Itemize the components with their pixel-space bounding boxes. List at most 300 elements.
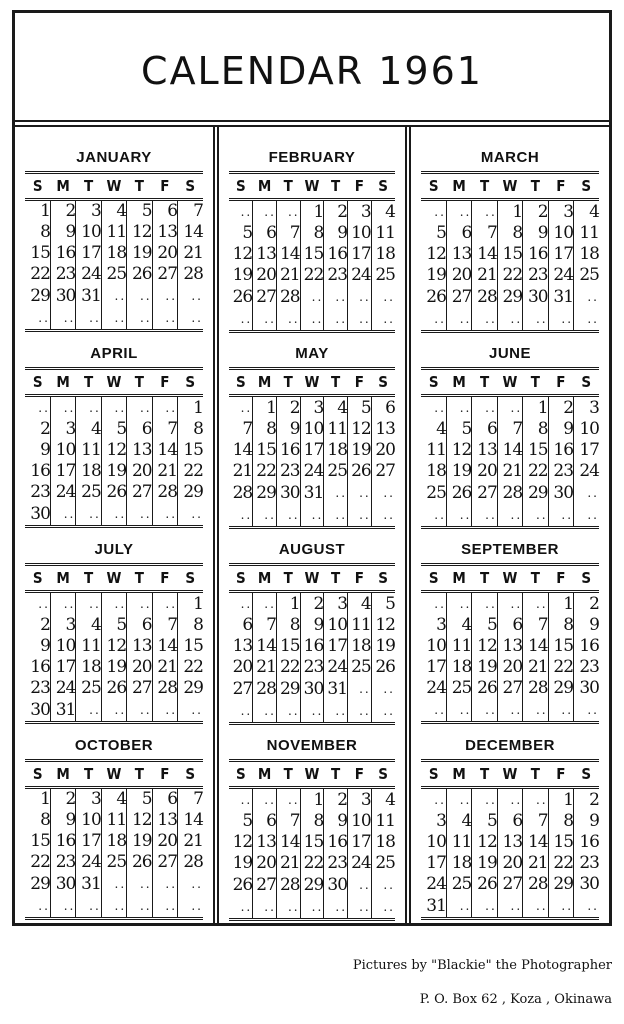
day-cell: 30 xyxy=(276,482,300,504)
empty-day-cell: .. xyxy=(101,592,126,616)
day-cell: 10 xyxy=(348,811,372,832)
weekday-header: T xyxy=(127,761,152,788)
empty-day-cell: .. xyxy=(434,401,446,415)
empty-day-cell: .. xyxy=(127,592,152,616)
weekday-header: W xyxy=(497,173,522,200)
empty-day-cell: .. xyxy=(76,307,101,331)
weekday-header: S xyxy=(178,173,203,200)
empty-day-cell: .. xyxy=(324,700,348,724)
empty-day-cell: .. xyxy=(76,699,101,723)
day-cell: 13 xyxy=(253,244,277,265)
day-cell: 25 xyxy=(101,852,126,873)
day-cell: 12 xyxy=(348,419,372,440)
empty-day-cell: .. xyxy=(178,285,203,307)
weekday-header: T xyxy=(324,565,348,592)
day-cell: 11 xyxy=(324,419,348,440)
day-cell: 5 xyxy=(242,811,253,831)
empty-day-cell: .. xyxy=(548,699,573,723)
footer-address: P. O. Box 62 , Koza , Okinawa xyxy=(419,992,612,1007)
day-cell: 6 xyxy=(497,811,522,832)
empty-day-cell: .. xyxy=(574,308,599,332)
weekday-header: T xyxy=(523,369,548,396)
empty-day-cell: .. xyxy=(421,504,446,528)
day-cell: 21 xyxy=(276,265,300,286)
day-cell: 19 xyxy=(127,831,152,852)
day-cell: 21 xyxy=(152,461,177,482)
day-cell: 23 xyxy=(548,461,573,482)
day-cell: 23 xyxy=(523,265,548,286)
day-cell: 3 xyxy=(300,396,324,420)
day-cell: 30 xyxy=(300,678,324,700)
day-cell: 1 xyxy=(253,396,277,420)
month-september xyxy=(417,529,603,725)
day-cell: 15 xyxy=(253,440,277,461)
weekday-header: S xyxy=(178,761,203,788)
empty-day-cell: .. xyxy=(300,504,324,528)
weekday-header: S xyxy=(574,173,599,200)
empty-day-cell: .. xyxy=(574,895,599,919)
day-cell: 21 xyxy=(232,461,253,481)
empty-day-cell: .. xyxy=(523,504,548,528)
empty-day-cell: .. xyxy=(178,873,203,895)
empty-day-cell: .. xyxy=(497,895,522,919)
month-name: MARCH xyxy=(480,149,540,166)
day-cell: 18 xyxy=(371,244,395,265)
day-cell: 24 xyxy=(76,852,101,873)
day-cell: 5 xyxy=(472,615,497,636)
weekday-header: S xyxy=(178,369,203,396)
month-column-1 xyxy=(15,127,213,923)
day-cell: 30 xyxy=(523,286,548,308)
day-cell: 9 xyxy=(50,222,75,243)
day-cell: 27 xyxy=(253,874,277,896)
empty-day-cell: .. xyxy=(152,699,177,723)
weekday-header: T xyxy=(127,369,152,396)
weekday-header: T xyxy=(472,369,497,396)
day-cell: 15 xyxy=(178,440,203,461)
day-cell: 14 xyxy=(152,636,177,657)
empty-day-cell: .. xyxy=(101,396,126,420)
day-cell: 25 xyxy=(101,264,126,285)
day-cell: 29 xyxy=(276,678,300,700)
day-cell: 30 xyxy=(25,503,50,527)
day-cell: 5 xyxy=(472,811,497,832)
day-cell: 6 xyxy=(446,223,471,244)
day-cell: 23 xyxy=(276,461,300,482)
day-cell: 15 xyxy=(276,636,300,657)
day-cell: 18 xyxy=(76,657,101,678)
empty-day-cell: .. xyxy=(348,874,372,896)
day-cell: 4 xyxy=(76,615,101,636)
empty-day-cell: .. xyxy=(574,699,599,723)
day-cell: 13 xyxy=(152,222,177,243)
weekday-header: S xyxy=(25,173,50,200)
empty-day-cell: .. xyxy=(371,504,395,528)
day-cell: 9 xyxy=(40,440,50,460)
empty-day-cell: .. xyxy=(25,895,50,919)
day-cell: 5 xyxy=(371,592,395,616)
day-cell: 12 xyxy=(127,810,152,831)
empty-day-cell: .. xyxy=(300,286,324,308)
day-cell: 2 xyxy=(300,592,324,616)
weekday-header: F xyxy=(348,761,372,788)
day-cell: 31 xyxy=(548,286,573,308)
day-cell: 16 xyxy=(574,832,599,853)
day-cell: 24 xyxy=(348,265,372,286)
day-cell: 23 xyxy=(324,265,348,286)
empty-day-cell: .. xyxy=(152,895,177,919)
day-cell: 1 xyxy=(40,201,50,221)
empty-day-cell: .. xyxy=(253,308,277,332)
empty-day-cell: .. xyxy=(253,700,277,724)
day-cell: 19 xyxy=(348,440,372,461)
day-cell: 26 xyxy=(472,678,497,699)
day-cell: 17 xyxy=(50,461,75,482)
weekday-header: F xyxy=(152,369,177,396)
day-cell: 30 xyxy=(324,874,348,896)
day-cell: 21 xyxy=(472,265,497,286)
day-cell: 10 xyxy=(426,636,446,656)
empty-day-cell: .. xyxy=(523,699,548,723)
day-cell: 1 xyxy=(178,396,203,420)
empty-day-cell: .. xyxy=(76,396,101,420)
month-march xyxy=(417,137,603,333)
title-box xyxy=(15,13,609,122)
day-cell: 11 xyxy=(76,440,101,461)
weekday-header: M xyxy=(50,173,75,200)
empty-day-cell: .. xyxy=(240,597,253,611)
day-cell: 16 xyxy=(30,461,50,481)
weekday-header: W xyxy=(497,369,522,396)
empty-day-cell: .. xyxy=(523,308,548,332)
day-cell: 2 xyxy=(50,788,75,811)
empty-day-cell: .. xyxy=(497,396,522,420)
day-cell: 9 xyxy=(50,810,75,831)
day-cell: 22 xyxy=(178,461,203,482)
empty-day-cell: .. xyxy=(127,307,152,331)
day-cell: 8 xyxy=(300,223,324,244)
day-cell: 25 xyxy=(371,853,395,874)
day-cell: 3 xyxy=(436,811,446,831)
empty-day-cell: .. xyxy=(348,896,372,920)
empty-day-cell: .. xyxy=(446,699,471,723)
empty-day-cell: .. xyxy=(434,205,446,219)
day-cell: 1 xyxy=(548,592,573,616)
day-cell: 12 xyxy=(446,440,471,461)
day-cell: 11 xyxy=(371,223,395,244)
day-cell: 17 xyxy=(426,853,446,873)
day-cell: 13 xyxy=(127,636,152,657)
weekday-header: M xyxy=(253,565,277,592)
day-cell: 5 xyxy=(446,419,471,440)
day-cell: 5 xyxy=(348,396,372,420)
day-cell: 7 xyxy=(472,223,497,244)
day-cell: 24 xyxy=(300,461,324,482)
empty-day-cell: .. xyxy=(548,308,573,332)
day-cell: 20 xyxy=(253,853,277,874)
day-cell: 21 xyxy=(253,657,277,678)
weekday-header: T xyxy=(76,369,101,396)
month-name: APRIL xyxy=(90,345,138,362)
month-name: SEPTEMBER xyxy=(461,541,559,558)
day-cell: 3 xyxy=(348,200,372,224)
empty-day-cell: .. xyxy=(178,503,203,527)
day-cell: 3 xyxy=(574,396,599,420)
day-cell: 14 xyxy=(523,832,548,853)
empty-day-cell: .. xyxy=(127,503,152,527)
day-cell: 6 xyxy=(152,200,177,223)
empty-day-cell: .. xyxy=(548,504,573,528)
day-cell: 19 xyxy=(472,657,497,678)
day-cell: 13 xyxy=(497,636,522,657)
empty-day-cell: .. xyxy=(472,308,497,332)
page-title: CALENDAR 1961 xyxy=(141,48,483,93)
day-cell: 4 xyxy=(574,200,599,224)
month-name: DECEMBER xyxy=(465,737,555,754)
day-cell: 6 xyxy=(497,615,522,636)
day-cell: 12 xyxy=(127,222,152,243)
day-cell: 8 xyxy=(548,615,573,636)
weekday-header: W xyxy=(497,761,522,788)
empty-day-cell: .. xyxy=(276,896,300,920)
calendar-frame xyxy=(12,10,612,926)
day-cell: 28 xyxy=(523,874,548,895)
day-cell: 4 xyxy=(371,200,395,224)
empty-day-cell: .. xyxy=(371,700,395,724)
month-name: FEBRUARY xyxy=(268,149,356,166)
day-cell: 25 xyxy=(574,265,599,286)
empty-day-cell: .. xyxy=(497,699,522,723)
empty-day-cell: .. xyxy=(50,895,75,919)
day-cell: 10 xyxy=(50,440,75,461)
empty-day-cell: .. xyxy=(348,286,372,308)
day-cell: 22 xyxy=(497,265,522,286)
empty-day-cell: .. xyxy=(229,896,253,920)
day-cell: 4 xyxy=(76,419,101,440)
empty-day-cell: .. xyxy=(497,788,522,812)
empty-day-cell: .. xyxy=(446,308,471,332)
day-cell: 2 xyxy=(523,200,548,224)
day-cell: 6 xyxy=(242,615,253,635)
day-cell: 16 xyxy=(300,636,324,657)
months-grid xyxy=(15,127,609,923)
weekday-header: M xyxy=(446,761,471,788)
day-cell: 30 xyxy=(25,699,50,723)
day-cell: 7 xyxy=(152,419,177,440)
weekday-header: W xyxy=(300,565,324,592)
day-cell: 17 xyxy=(548,244,573,265)
day-cell: 15 xyxy=(300,244,324,265)
day-cell: 23 xyxy=(50,852,75,873)
weekday-header: M xyxy=(253,761,277,788)
month-august xyxy=(225,529,399,725)
month-june xyxy=(417,333,603,529)
day-cell: 7 xyxy=(242,419,253,439)
day-cell: 24 xyxy=(76,264,101,285)
month-column-2 xyxy=(213,127,411,923)
day-cell: 13 xyxy=(497,832,522,853)
empty-day-cell: .. xyxy=(50,396,75,420)
empty-day-cell: .. xyxy=(101,895,126,919)
day-cell: 19 xyxy=(127,243,152,264)
day-cell: 14 xyxy=(276,832,300,853)
empty-day-cell: .. xyxy=(348,308,372,332)
weekday-header: S xyxy=(371,369,395,396)
day-cell: 8 xyxy=(178,615,203,636)
day-cell: 19 xyxy=(101,657,126,678)
day-cell: 11 xyxy=(101,222,126,243)
day-cell: 11 xyxy=(426,440,446,460)
day-cell: 15 xyxy=(178,636,203,657)
day-cell: 22 xyxy=(548,853,573,874)
weekday-header: W xyxy=(101,369,126,396)
empty-day-cell: .. xyxy=(152,307,177,331)
day-cell: 6 xyxy=(152,788,177,811)
empty-day-cell: .. xyxy=(152,592,177,616)
empty-day-cell: .. xyxy=(324,286,348,308)
day-cell: 2 xyxy=(40,419,50,439)
day-cell: 28 xyxy=(253,678,277,700)
day-cell: 31 xyxy=(76,285,101,307)
empty-day-cell: .. xyxy=(371,896,395,920)
day-cell: 27 xyxy=(497,874,522,895)
empty-day-cell: .. xyxy=(76,503,101,527)
empty-day-cell: .. xyxy=(300,896,324,920)
weekday-header: S xyxy=(229,565,253,592)
day-cell: 12 xyxy=(232,244,253,264)
day-cell: 19 xyxy=(426,265,446,285)
empty-day-cell: .. xyxy=(324,308,348,332)
day-cell: 26 xyxy=(101,482,126,503)
empty-day-cell: .. xyxy=(127,699,152,723)
month-table xyxy=(25,563,203,724)
day-cell: 16 xyxy=(50,243,75,264)
day-cell: 14 xyxy=(232,440,253,460)
weekday-header: T xyxy=(76,565,101,592)
day-cell: 5 xyxy=(101,615,126,636)
empty-day-cell: .. xyxy=(348,482,372,504)
empty-day-cell: .. xyxy=(472,592,497,616)
day-cell: 8 xyxy=(40,810,50,830)
day-cell: 20 xyxy=(232,657,253,677)
empty-day-cell: .. xyxy=(523,895,548,919)
day-cell: 23 xyxy=(30,482,50,502)
month-name: MAY xyxy=(295,345,329,362)
day-cell: 26 xyxy=(426,286,446,307)
empty-day-cell: .. xyxy=(240,205,253,219)
month-december xyxy=(417,725,603,921)
day-cell: 3 xyxy=(76,788,101,811)
day-cell: 7 xyxy=(523,811,548,832)
day-cell: 4 xyxy=(446,811,471,832)
day-cell: 12 xyxy=(101,636,126,657)
day-cell: 2 xyxy=(324,200,348,224)
weekday-header: F xyxy=(152,761,177,788)
empty-day-cell: .. xyxy=(178,699,203,723)
weekday-header: T xyxy=(276,173,300,200)
day-cell: 3 xyxy=(50,419,75,440)
day-cell: 8 xyxy=(497,223,522,244)
day-cell: 11 xyxy=(101,810,126,831)
day-cell: 20 xyxy=(253,265,277,286)
weekday-header: S xyxy=(574,761,599,788)
day-cell: 29 xyxy=(30,873,50,894)
day-cell: 4 xyxy=(436,419,446,439)
weekday-header: T xyxy=(127,173,152,200)
weekday-header: M xyxy=(50,565,75,592)
empty-day-cell: .. xyxy=(127,895,152,919)
day-cell: 9 xyxy=(548,419,573,440)
month-april xyxy=(21,333,207,529)
day-cell: 23 xyxy=(300,657,324,678)
empty-day-cell: .. xyxy=(101,699,126,723)
day-cell: 29 xyxy=(300,874,324,896)
day-cell: 28 xyxy=(232,482,253,503)
day-cell: 28 xyxy=(497,482,522,504)
empty-day-cell: .. xyxy=(229,700,253,724)
weekday-header: S xyxy=(178,565,203,592)
day-cell: 22 xyxy=(30,264,50,284)
empty-day-cell: .. xyxy=(300,308,324,332)
weekday-header: S xyxy=(25,565,50,592)
day-cell: 20 xyxy=(152,243,177,264)
day-cell: 4 xyxy=(101,788,126,811)
month-table xyxy=(229,759,395,921)
day-cell: 22 xyxy=(253,461,277,482)
month-name: JANUARY xyxy=(76,149,152,166)
weekday-header: F xyxy=(348,369,372,396)
empty-day-cell: .. xyxy=(276,200,300,224)
empty-day-cell: .. xyxy=(101,307,126,331)
day-cell: 21 xyxy=(523,853,548,874)
month-may xyxy=(225,333,399,529)
weekday-header: W xyxy=(300,761,324,788)
empty-day-cell: .. xyxy=(152,396,177,420)
empty-day-cell: .. xyxy=(371,482,395,504)
day-cell: 29 xyxy=(253,482,277,504)
day-cell: 17 xyxy=(324,636,348,657)
weekday-header: W xyxy=(300,173,324,200)
day-cell: 16 xyxy=(324,832,348,853)
day-cell: 30 xyxy=(574,874,599,895)
empty-day-cell: .. xyxy=(371,308,395,332)
day-cell: 17 xyxy=(574,440,599,461)
empty-day-cell: .. xyxy=(276,700,300,724)
weekday-header: T xyxy=(523,761,548,788)
day-cell: 2 xyxy=(50,200,75,223)
day-cell: 3 xyxy=(324,592,348,616)
day-cell: 15 xyxy=(30,831,50,851)
day-cell: 3 xyxy=(436,615,446,635)
day-cell: 12 xyxy=(101,440,126,461)
day-cell: 29 xyxy=(523,482,548,504)
day-cell: 1 xyxy=(178,592,203,616)
day-cell: 15 xyxy=(548,636,573,657)
empty-day-cell: .. xyxy=(38,597,50,611)
day-cell: 8 xyxy=(40,222,50,242)
day-cell: 26 xyxy=(472,874,497,895)
empty-day-cell: .. xyxy=(25,307,50,331)
day-cell: 13 xyxy=(152,810,177,831)
empty-day-cell: .. xyxy=(76,592,101,616)
day-cell: 13 xyxy=(127,440,152,461)
day-cell: 7 xyxy=(152,615,177,636)
day-cell: 22 xyxy=(523,461,548,482)
weekday-header: S xyxy=(421,565,446,592)
day-cell: 10 xyxy=(574,419,599,440)
day-cell: 27 xyxy=(152,264,177,285)
day-cell: 28 xyxy=(178,852,203,873)
